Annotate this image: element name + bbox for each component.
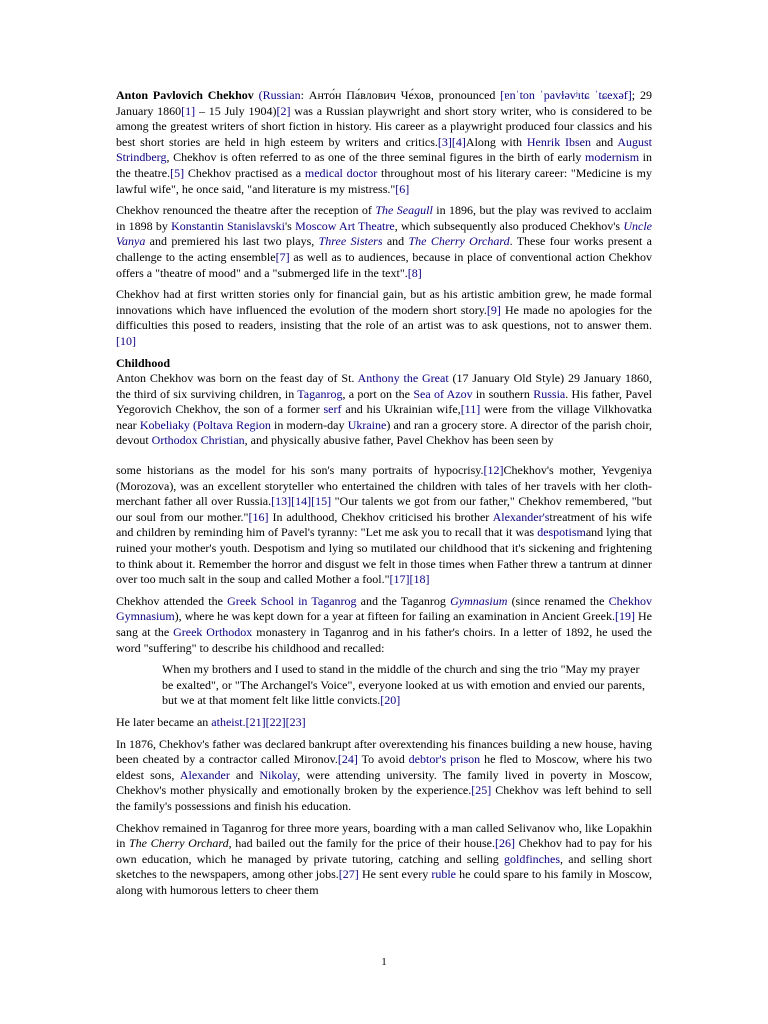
link[interactable]: Russia	[533, 386, 566, 401]
text-run: throughout most of his literary career: "Medicine is my lawful wife", he once said, "and literature is my mistress."	[116, 165, 652, 196]
text-run: He made no apologies for the difficulties this posed to readers, insisting that the role of an artist was to ask questions, not to answer them.	[116, 302, 653, 333]
text-run: treatment of his wife and children by reminding him of Pavel's tyranny: "Let me ask you to recall that it was	[116, 509, 652, 540]
text-run: To avoid	[357, 752, 409, 767]
link[interactable]: Henrik Ibsen	[526, 134, 592, 149]
text-run: Along with	[465, 134, 527, 149]
text-run: Chekhov renounced the theatre after the reception of	[116, 203, 376, 218]
link[interactable]: Moscow Art Theatre	[295, 218, 395, 233]
link[interactable]: [5]	[170, 165, 185, 180]
link[interactable]: [21][22][23]	[245, 714, 306, 729]
text-run: 's	[285, 218, 296, 233]
paragraph	[116, 371, 652, 449]
link[interactable]: Alexander	[179, 767, 230, 782]
text-run: in the theatre.	[116, 150, 652, 180]
paragraph	[116, 287, 652, 349]
text-run: monastery in Taganrog and in his father's choirs. In a letter of 1892, he used the word "suffering" to describe his childhood and recalled:	[116, 625, 652, 655]
link[interactable]: Greek School in Taganrog	[227, 593, 357, 608]
text-run: were from the village Vilkhovatka near	[116, 402, 652, 432]
link[interactable]: [8]	[407, 265, 422, 280]
text-run: – 15 July 1904)	[195, 103, 277, 118]
text-run: Chekhov had to pay for his own education, which he managed by private tutoring, catching and selling	[116, 836, 652, 866]
paragraph	[116, 821, 652, 899]
paragraph	[116, 594, 652, 656]
link[interactable]: (Russian	[258, 88, 301, 102]
text-run: , which subsequently also produced Chekhov's	[394, 218, 624, 233]
text-run: as well as to audiences, because in place of conventional action Chekhov offers a "theatre of mood" and a "submerged life in the text".	[116, 249, 653, 280]
link[interactable]: [6]	[395, 181, 410, 196]
link[interactable]: Ukraine	[347, 417, 387, 432]
link[interactable]: Taganrog	[297, 386, 343, 401]
link[interactable]: [26]	[494, 836, 515, 851]
text-run: and	[229, 767, 260, 782]
text-run: When my brothers and I used to stand in the middle of the church and sing the trio "May my prayer be exalted", or "The Archangel's Voice", everyone looked at us with emotion and envied our parents, but we at that moment felt like little convicts.	[162, 662, 645, 708]
link[interactable]: [2]	[276, 103, 291, 118]
page-number: 1	[381, 956, 387, 968]
text-run: Chekhov's mother, Yevgeniya (Morozova), was an excellent storyteller who entertained the children with tales of her travels with her cloth-merchant father all over Russia.	[116, 463, 652, 509]
paragraph	[116, 737, 652, 815]
text-run: He sent every	[358, 867, 432, 882]
text-run: In 1876, Chekhov's father was declared bankrupt after overextending his finances building a new house, having been cheated by a contractor called Mironov.	[116, 736, 652, 767]
childhood-section	[116, 356, 652, 899]
text-run: He sang at the	[116, 609, 652, 639]
text-run: ), where he was kept down for a year at fifteen for failing an examination in Ancient Greek.	[174, 609, 615, 624]
text-run: , and physically abusive father, Pavel Chekhov has been seen by	[244, 433, 554, 448]
link[interactable]: Uncle Vanya	[116, 218, 652, 249]
text-run: ) and ran a grocery store. A director of the parish choir, devout	[116, 417, 653, 448]
text-run: Chekhov practised as a	[184, 165, 305, 180]
text-run: and the Taganrog	[356, 593, 451, 608]
section-heading: Childhood	[116, 355, 171, 370]
link[interactable]: The Cherry Orchard	[408, 234, 510, 249]
link[interactable]: [24]	[337, 752, 358, 767]
link[interactable]: The Seagull	[375, 203, 433, 218]
link[interactable]: [3][4]	[437, 134, 466, 149]
text-run: Anton Chekhov was born on the feast day of St.	[116, 371, 358, 386]
link[interactable]: [19]	[614, 609, 635, 624]
text-run: , and selling short sketches to the newspapers, among other jobs.	[116, 851, 653, 882]
text-run: Chekhov had at first written stories only for financial gain, but as his artistic ambition grew, he made formal innovations which have influenced the evolution of the modern short story.	[116, 287, 652, 317]
link[interactable]: Alexander's	[492, 509, 550, 524]
link[interactable]: Gymnasium	[450, 593, 508, 608]
link[interactable]: [13][14][15]	[271, 494, 332, 509]
text-run: and lying that ruined your mother's youth. Despotism and lying so mutilated our childhood that it's sickening and frightening to think about it. Remember the horror and disgust we felt in those times when Father threw a tantrum at dinner over too much salt in the soup and called Mother a fool."	[116, 525, 652, 587]
text-run: he fled to Moscow, where his two eldest sons,	[116, 752, 653, 782]
text-run: and	[591, 134, 618, 149]
link[interactable]: Chekhov Gymnasium	[116, 593, 653, 624]
link[interactable]: Kobeliaky	[139, 417, 190, 432]
text-run: , a port on the	[342, 386, 414, 401]
link[interactable]: ruble	[431, 867, 456, 882]
link[interactable]: Anthony the Great	[357, 371, 449, 386]
text-run: "Our talents we got from our father," Chekhov remembered, "but our soul from our mother."	[116, 494, 652, 524]
bold-text: Anton Pavlovich Chekhov	[116, 88, 254, 102]
link[interactable]: [25]	[471, 783, 492, 798]
text-run: (17 January Old Style) 29 January 1860, the third of six surviving children, in	[116, 371, 653, 401]
link[interactable]: [7]	[275, 249, 290, 264]
text-run: in southern	[472, 386, 534, 401]
text-run: some historians as the model for his son's many portraits of hypocrisy.	[116, 463, 484, 478]
text-run: In adulthood, Chekhov criticised his brother	[268, 509, 493, 524]
link[interactable]: modernism	[585, 150, 640, 165]
link[interactable]: [27]	[338, 867, 359, 882]
text-run: was a Russian playwright and short story writer, who is considered to be among the greatest writers of short fiction in history. His career as a playwright produced four classics and his best short stories are held in high esteem by writers and critics.	[116, 103, 653, 149]
link[interactable]: [ɐnˈton ˈpavɫəvʲɪtɕ ˈtɕexəf]	[500, 88, 632, 102]
link[interactable]: [11]	[460, 402, 481, 417]
link[interactable]: Konstantin Stanislavski	[171, 218, 286, 233]
text-run: , Chekhov is often referred to as one of the three seminal figures in the birth of early	[166, 150, 586, 165]
text-run: (since renamed the	[507, 593, 609, 608]
block-quote	[162, 662, 652, 709]
paragraph	[116, 88, 652, 197]
text-run: : Анто́н Па́влович Че́хов, pronounced	[300, 88, 501, 102]
link[interactable]: medical doctor	[304, 165, 378, 180]
intro-section	[116, 88, 652, 350]
link[interactable]: [17][18]	[389, 572, 430, 587]
italic-text: The Cherry Orchard	[128, 836, 229, 851]
paragraph	[116, 715, 652, 731]
link[interactable]: atheist.	[211, 714, 246, 729]
document-body	[116, 88, 652, 905]
text-run: Chekhov was left behind to sell the family's possessions and finish his education.	[116, 783, 652, 813]
text-run: Chekhov attended the	[116, 593, 228, 608]
text-run: and his Ukrainian wife,	[341, 402, 461, 417]
link[interactable]: August Strindberg	[116, 134, 652, 165]
link[interactable]: Orthodox Christian	[151, 433, 245, 448]
link[interactable]: Three Sisters	[318, 234, 383, 249]
link[interactable]: [20]	[380, 693, 401, 708]
paragraph	[116, 203, 652, 281]
paragraph	[116, 463, 652, 588]
link[interactable]: [12]	[483, 463, 504, 478]
link[interactable]: [9]	[486, 302, 501, 317]
text-run: ; 29 January 1860	[116, 88, 652, 118]
text-run: in 1896, but the play was revived to acclaim in 1898 by	[116, 203, 653, 233]
text-run: and premiered his last two plays,	[145, 234, 319, 249]
link[interactable]: [1]	[181, 103, 196, 118]
link[interactable]: (Poltava Region	[193, 417, 271, 432]
link[interactable]: [10]	[116, 333, 136, 348]
text-run: . His father, Pavel Yegorovich Chekhov, the son of a former	[116, 386, 653, 417]
text-run: . These four works present a challenge to the acting ensemble	[116, 234, 653, 264]
text-run: he could spare to his family in Moscow, along with humorous letters to cheer them	[116, 867, 652, 897]
text-run: and	[382, 234, 409, 249]
text-run: He later became an	[116, 714, 212, 729]
text-run: , had bailed out the family for the price of their house.	[228, 836, 495, 851]
link[interactable]: debtor's prison	[408, 752, 481, 767]
link[interactable]: goldfinches	[504, 851, 561, 866]
link[interactable]: Sea of Azov	[413, 386, 473, 401]
link[interactable]: [16]	[248, 509, 269, 524]
link[interactable]: Greek Orthodox	[173, 625, 253, 639]
link[interactable]: serf	[323, 402, 342, 417]
text-run: , were attending university. The family lived in poverty in Moscow, Chekhov's mother physically and emotionally broken by the experience.	[116, 767, 652, 798]
link[interactable]: Nikolay	[259, 767, 298, 782]
text-run: in modern-day	[270, 417, 348, 432]
text-run: Chekhov remained in Taganrog for three more years, boarding with a man called Selivanov who, like Lopakhin in	[116, 820, 652, 851]
link[interactable]: despotism	[537, 525, 586, 540]
